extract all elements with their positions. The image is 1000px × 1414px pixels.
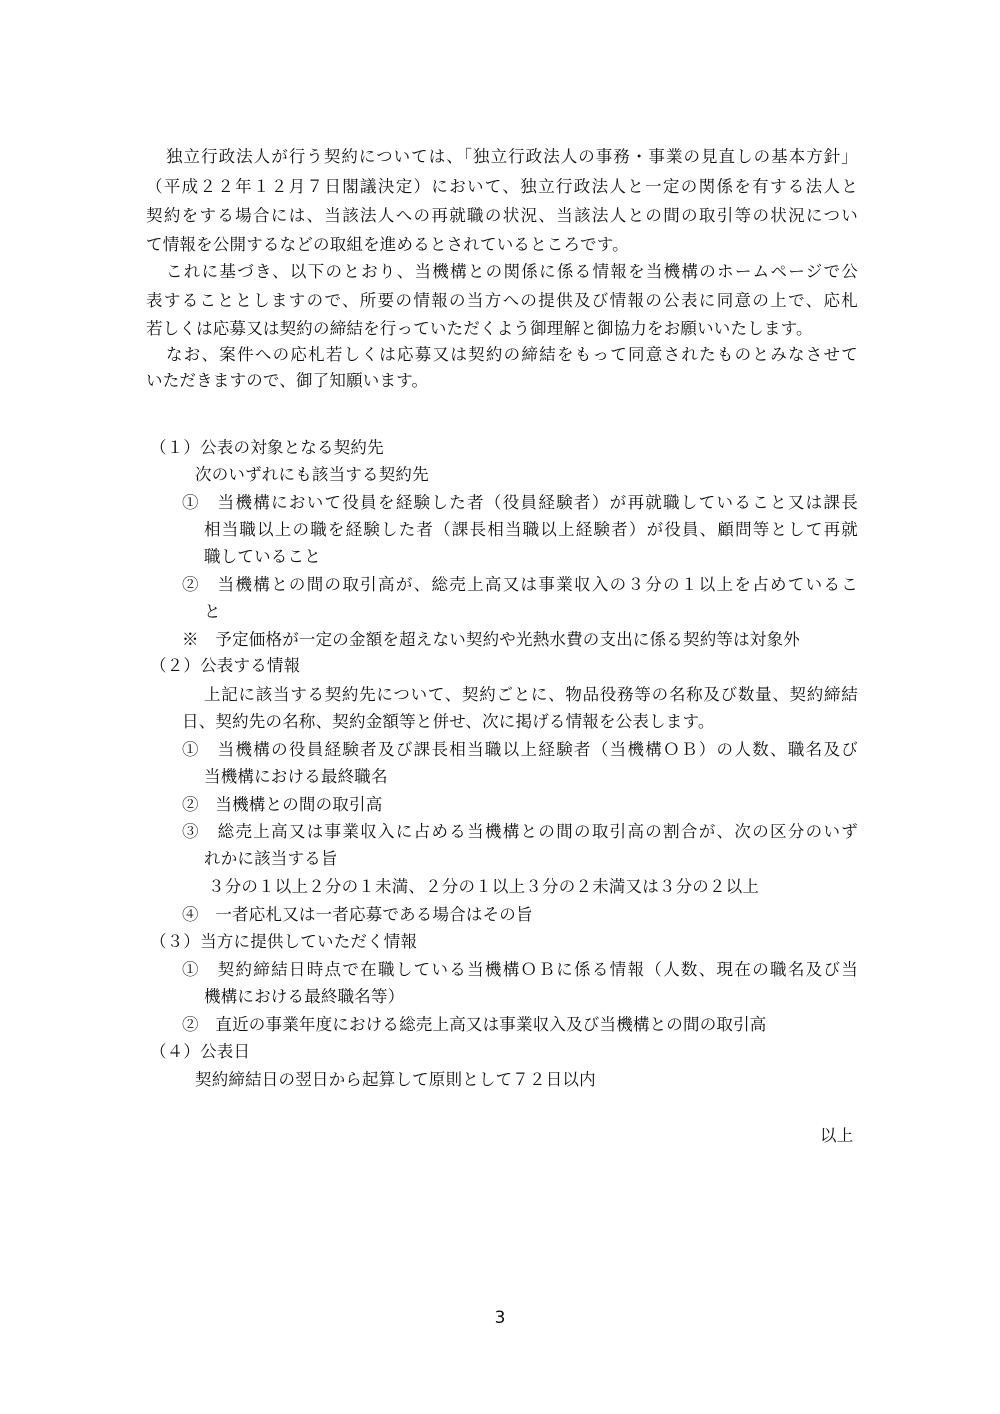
intro-p1-line-2: （平成２２年１２月７日閣議決定）において、独立行政法人と一定の関係を有する法人と [146, 177, 858, 196]
section-1-item-2-line-1: ② 当機構との間の取引高が、総売上高又は事業収入の３分の１以上を占めているこ [182, 575, 858, 594]
section-2-lead-line-2: 日、契約先の名称、契約金額等と併せ、次に掲げる情報を公表します。 [182, 712, 715, 731]
intro-p2-line-2: 表することとしますので、所要の情報の当方への提供及び情報の公表に同意の上で、応札 [146, 291, 858, 310]
section-1-item-1-line-3: 職していること [204, 547, 321, 566]
section-3-item-1-line-1: ① 契約締結日時点で在職している当機構ＯＢに係る情報（人数、現在の職名及び当 [182, 960, 858, 979]
intro-p1-line-1: 独立行政法人が行う契約については、「独立行政法人の事務・事業の見直しの基本方針」 [166, 147, 858, 166]
section-2-item-3-detail: ３分の１以上２分の１未満、２分の１以上３分の２未満又は３分の２以上 [208, 877, 760, 896]
section-3-item-1-line-2: 機構における最終職名等） [204, 987, 405, 1006]
section-1-heading: （１）公表の対象となる契約先 [150, 438, 384, 457]
intro-p2-line-1: これに基づき、以下のとおり、当機構との関係に係る情報を当機構のホームページで公 [166, 262, 858, 281]
section-4-body: 契約締結日の翌日から起算して原則として７２日以内 [195, 1070, 596, 1089]
section-1-item-2-line-2: と [204, 602, 221, 621]
section-1-item-1-line-1: ① 当機構において役員を経験した者（役員経験者）が再就職していること又は課長 [182, 493, 858, 512]
intro-p3-line-2: いただきますので、御了知願います。 [146, 371, 429, 390]
section-1-note: ※ 予定価格が一定の金額を超えない契約や光熱水費の支出に係る契約等は対象外 [182, 630, 800, 649]
intro-p2-line-3: 若しくは応募又は契約の締結を行っていただくよう御理解と御協力をお願いいたします。 [146, 319, 813, 338]
closing-text: 以上 [820, 1126, 854, 1145]
page-number: 3 [494, 1308, 506, 1328]
section-2-item-4: ④ 一者応札又は一者応募である場合はその旨 [182, 905, 533, 924]
section-3-heading: （３）当方に提供していただく情報 [150, 932, 418, 951]
section-4-heading: （４）公表日 [150, 1042, 251, 1061]
intro-p1-line-3: 契約をする場合には、当該法人への再就職の状況、当該法人との間の取引等の状況につい [146, 206, 858, 225]
section-2-item-3-line-1: ③ 総売上高又は事業収入に占める当機構との間の取引高の割合が、次の区分のいず [182, 822, 858, 841]
section-1-lead: 次のいずれにも該当する契約先 [195, 465, 429, 484]
section-1-item-1-line-2: 相当職以上の職を経験した者（課長相当職以上経験者）が役員、顧問等として再就 [204, 520, 858, 539]
section-2-item-3-line-2: れかに該当する旨 [204, 849, 338, 868]
section-2-item-1-line-1: ① 当機構の役員経験者及び課長相当職以上経験者（当機構ＯＢ）の人数、職名及び [182, 740, 858, 759]
section-2-lead-line-1: 上記に該当する契約先について、契約ごとに、物品役務等の名称及び数量、契約締結 [204, 685, 858, 704]
intro-p3-line-1: なお、案件への応札若しくは応募又は契約の締結をもって同意されたものとみなさせて [166, 345, 858, 364]
section-2-item-1-line-2: 当機構における最終職名 [204, 767, 388, 786]
section-2-item-2: ② 当機構との間の取引高 [182, 795, 383, 814]
section-3-item-2: ② 直近の事業年度における総売上高又は事業収入及び当機構との間の取引高 [182, 1015, 767, 1034]
intro-p1-line-4: て情報を公開するなどの取組を進めるとされているところです。 [146, 235, 629, 254]
section-2-heading: （２）公表する情報 [150, 656, 301, 675]
